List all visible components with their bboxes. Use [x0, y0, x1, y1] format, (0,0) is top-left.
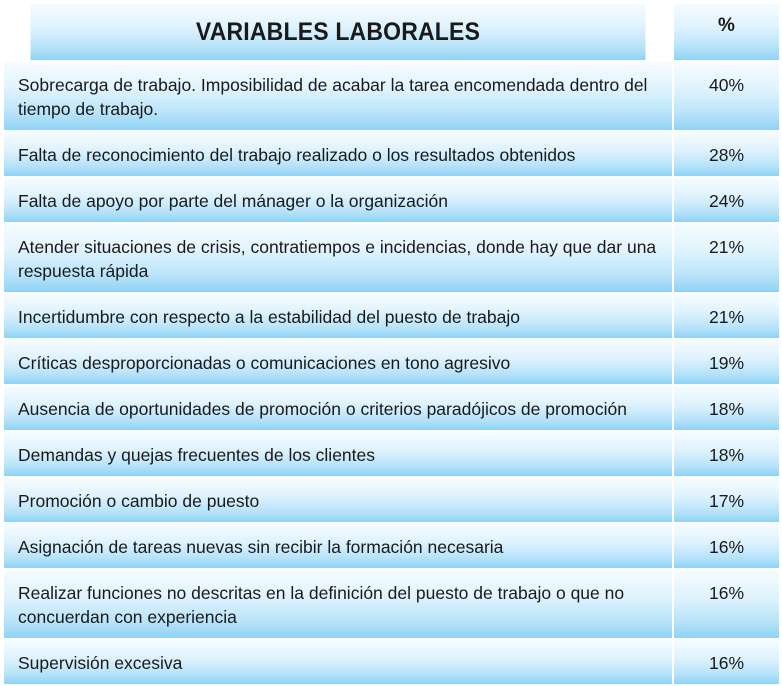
- percent-cell: 28%: [673, 131, 780, 177]
- table-row: [3, 177, 780, 223]
- variable-cell: Falta de apoyo por parte del mánager o la organización: [3, 177, 673, 223]
- percent-cell: 24%: [673, 177, 780, 223]
- percent-cell: 16%: [673, 523, 780, 569]
- table-row: [3, 131, 780, 177]
- variable-cell: Sobrecarga de trabajo. Imposibilidad de acabar la tarea encomendada dentro del tiempo de trabajo.: [3, 61, 673, 131]
- percent-cell: 16%: [673, 639, 780, 685]
- percent-cell: 21%: [673, 293, 780, 339]
- variable-cell: Realizar funciones no descritas en la definición del puesto de trabajo o que no concuerdan con experiencia: [3, 569, 673, 639]
- table-row: [3, 339, 780, 385]
- percent-cell: 18%: [673, 385, 780, 431]
- variables-header: VARIABLES LABORALES: [30, 3, 646, 61]
- variable-cell: Promoción o cambio de puesto: [3, 477, 673, 523]
- variable-cell: Incertidumbre con respecto a la estabilidad del puesto de trabajo: [3, 293, 673, 339]
- table-row: [3, 293, 780, 339]
- variable-cell: Supervisión excesiva: [3, 639, 673, 685]
- percent-cell: 21%: [673, 223, 780, 293]
- table-row: [3, 431, 780, 477]
- variable-cell: Atender situaciones de crisis, contratiempos e incidencias, donde hay que dar una respuesta rápida: [3, 223, 673, 293]
- table-row: [3, 639, 780, 685]
- table-row: [3, 223, 780, 293]
- percent-cell: 19%: [673, 339, 780, 385]
- table-row: [3, 477, 780, 523]
- header-row: [3, 3, 780, 61]
- variable-cell: Críticas desproporcionadas o comunicaciones en tono agresivo: [3, 339, 673, 385]
- percent-cell: 17%: [673, 477, 780, 523]
- variable-cell: Falta de reconocimiento del trabajo realizado o los resultados obtenidos: [3, 131, 673, 177]
- table-row: [3, 523, 780, 569]
- percent-cell: 16%: [673, 569, 780, 639]
- table-row: [3, 569, 780, 639]
- percent-cell: 40%: [673, 61, 780, 131]
- variable-cell: Demandas y quejas frecuentes de los clientes: [3, 431, 673, 477]
- table-row: [3, 61, 780, 131]
- work-variables-table: [2, 2, 781, 686]
- variable-cell: Ausencia de oportunidades de promoción o criterios paradójicos de promoción: [3, 385, 673, 431]
- table-row: [3, 385, 780, 431]
- percent-cell: 18%: [673, 431, 780, 477]
- variable-cell: Asignación de tareas nuevas sin recibir la formación necesaria: [3, 523, 673, 569]
- percent-header: %: [673, 3, 780, 61]
